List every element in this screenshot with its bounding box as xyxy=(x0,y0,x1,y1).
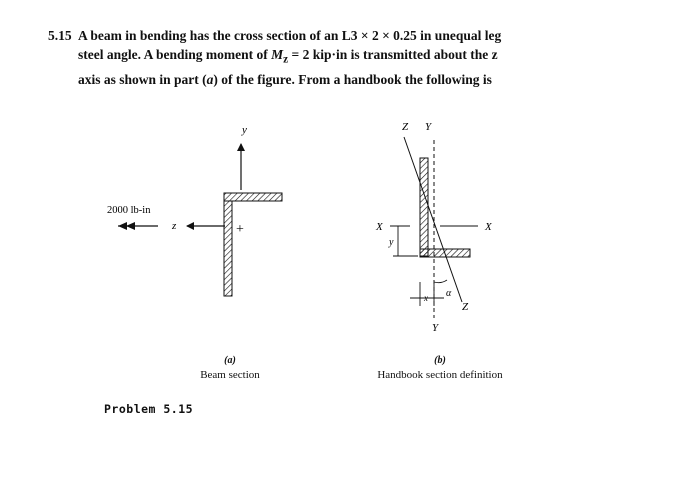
problem-line-2-pre: steel angle. A bending moment of xyxy=(78,47,272,62)
centroid-mark: + xyxy=(236,222,244,237)
fig-b-x-left-label: X xyxy=(376,221,383,233)
moment-label: 2000 lb-in xyxy=(107,205,151,216)
fig-b-y-top-label: Y xyxy=(425,121,432,133)
problem-number: 5.15 xyxy=(48,28,72,43)
problem-line-3-italic: a xyxy=(206,71,214,87)
moment-vector xyxy=(118,222,158,230)
problem-line-1-text: A beam in bending has the cross section of an L3 × 2 × 0.25 in unequal leg xyxy=(78,28,502,43)
figure-a xyxy=(107,124,282,296)
problem-label: Problem 5.15 xyxy=(104,402,194,416)
figure-b xyxy=(375,121,493,334)
fig-b-y-bottom-label: Y xyxy=(432,322,439,334)
problem-line-3-post: ) of the figure. From a handbook the following is xyxy=(213,71,492,87)
y-dimension xyxy=(393,226,418,256)
caption-a xyxy=(180,354,280,382)
fig-b-x-right-label: X xyxy=(485,221,492,233)
fig-b-z-top-label: Z xyxy=(402,121,409,133)
caption-b xyxy=(340,354,540,382)
caption-b-label: (b) xyxy=(434,355,446,366)
moment-symbol: M xyxy=(271,47,284,62)
problem-line-3-pre: axis as shown in part ( xyxy=(78,71,207,87)
caption-a-text: Beam section xyxy=(200,369,260,381)
fig-b-z-bottom-label: Z xyxy=(462,301,469,313)
alpha-arc xyxy=(434,280,447,283)
moment-subscript: z xyxy=(283,53,289,66)
fig-a-z-label: z xyxy=(172,220,177,232)
angle-section-b xyxy=(420,158,470,257)
fig-b-x-dim-label: x xyxy=(424,293,428,303)
problem-line-2-post: = 2 kip·in is transmitted about the z xyxy=(288,47,498,62)
angle-section-a xyxy=(224,193,282,296)
fig-b-y-dim-label: y xyxy=(389,237,394,248)
caption-a-label: (a) xyxy=(224,355,236,366)
caption-b-text: Handbook section definition xyxy=(377,369,503,381)
fig-b-alpha-label: α xyxy=(446,288,452,299)
principal-z-axis xyxy=(404,137,462,302)
fig-a-y-label: y xyxy=(242,124,247,136)
